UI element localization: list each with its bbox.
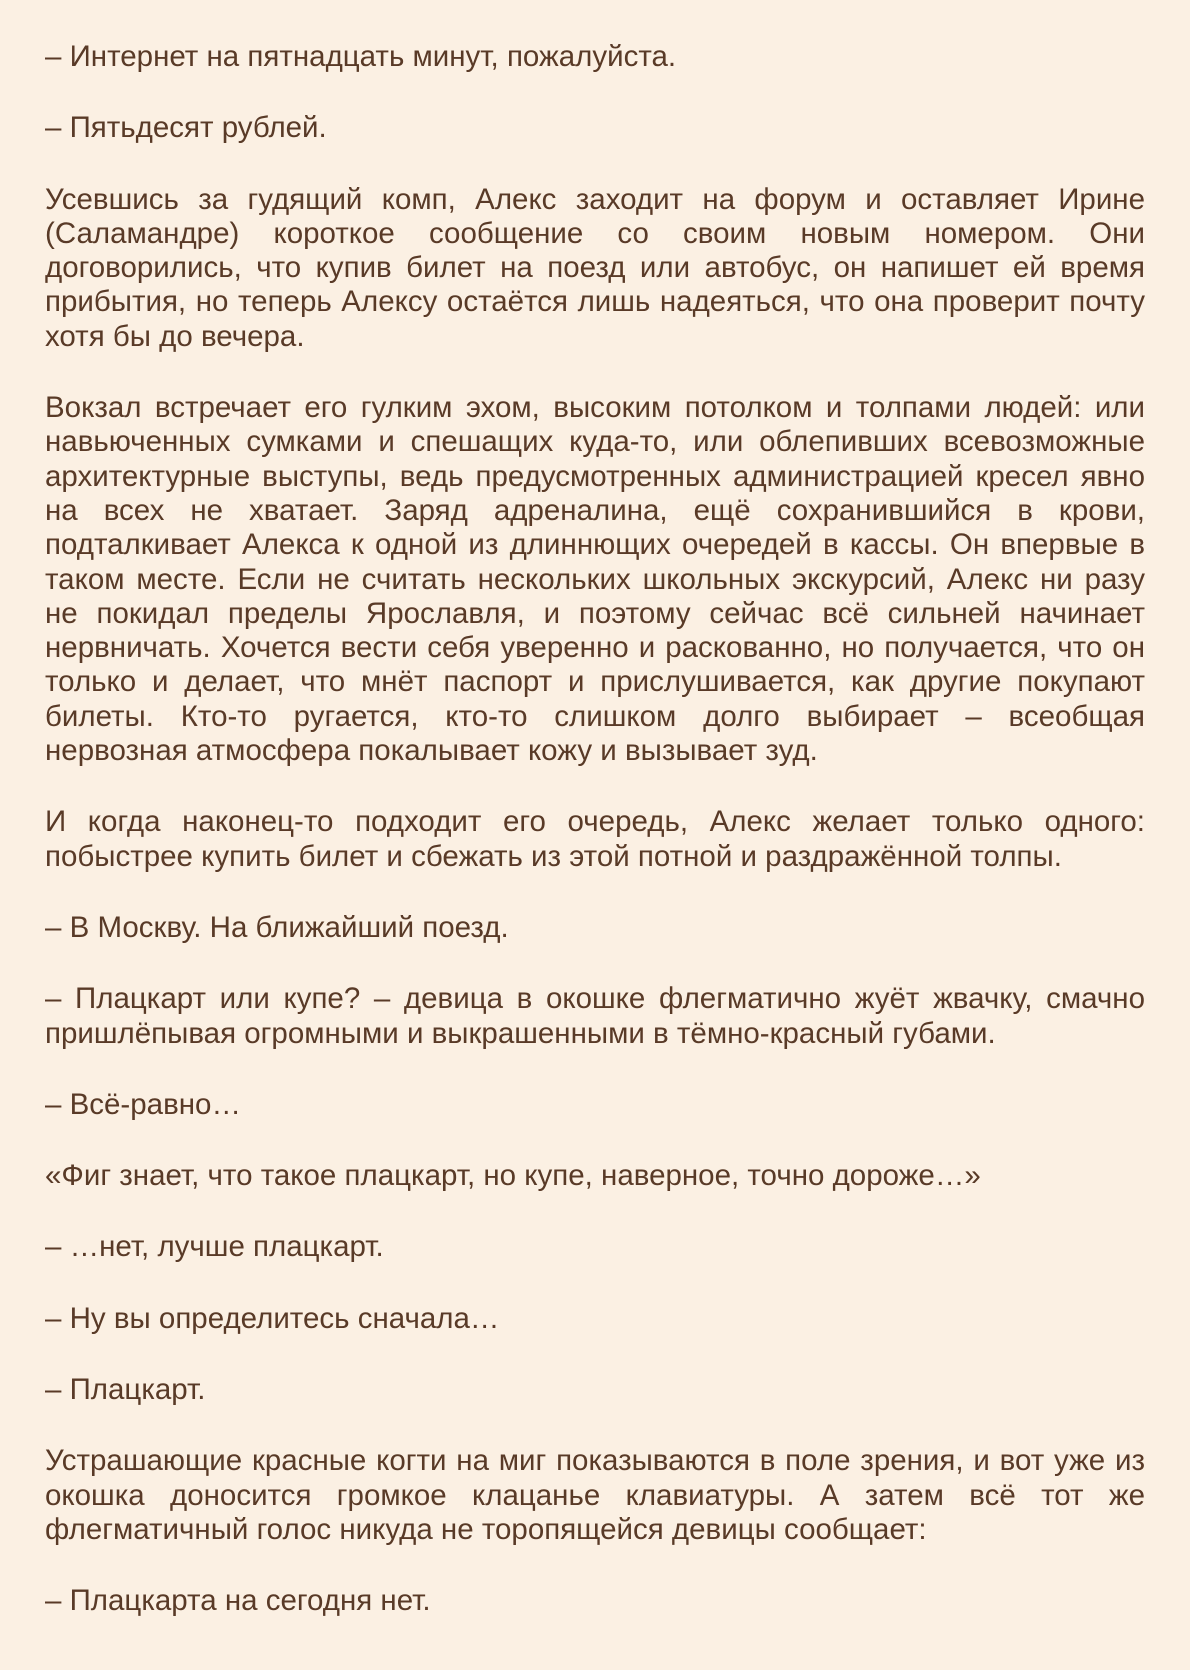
inner-thought: «Фиг знает, что такое плацкарт, но купе, наверное, точно дороже…» — [45, 1159, 981, 1193]
dialogue-line: – Пятьдесят рублей. — [45, 111, 327, 145]
dialogue-line: – Всё-равно… — [45, 1087, 241, 1121]
dialogue-line: – Интернет на пятнадцать минут, пожалуйста. — [45, 40, 677, 73]
dialogue-line: – Плацкарта на сегодня нет. — [45, 1584, 431, 1618]
narrative-paragraph: Вокзал встречает его гулким эхом, высоким потолком и толпами людей: или навьюченных сумками и спешащих куда-то, или облепивших всевозможные архитектурные выступы, ведь предусмотренных администрацией кресел явно на всех не хватает. Заряд адреналина, ещё сохранившийся в крови, подталкивает Алекса к одной из длиннющих очередей в кассы. Он впервые в таком месте. Если не считать нескольких школьных экскурсий, Алекс ни разу не покидал пределы Ярославля, и поэтому сейчас всё сильней начинает нервничать. Хочется вести себя уверенно и раскованно, но получается, что он только и делает, что мнёт паспорт и прислушивается, как другие покупают билеты. Кто-то ругается, кто-то слишком долго выбирает – всеобщая нервозная атмосфера покалывает кожу и вызывает зуд. — [45, 391, 1145, 768]
dialogue-line: – Плацкарт. — [45, 1373, 206, 1407]
dialogue-line: – Плацкарт или купе? – девица в окошке флегматично жуёт жвачку, смачно пришлёпывая огромными и выкрашенными в тёмно-красный губами. — [45, 982, 1145, 1050]
narrative-paragraph: Устрашающие красные когти на миг показываются в поле зрения, и вот уже из окошка доносится громкое клацанье клавиатуры. А затем всё тот же флегматичный голос никуда не торопящейся девицы сообщает: — [45, 1444, 1145, 1546]
dialogue-line: – В Москву. На ближайший поезд. — [45, 910, 509, 944]
narrative-paragraph: И когда наконец-то подходит его очередь, Алекс желает только одного: побыстрее купить билет и сбежать из этой потной и раздражённой толпы. — [45, 805, 1145, 873]
dialogue-line: – …нет, лучше плацкарт. — [45, 1230, 384, 1264]
dialogue-line: – Ну вы определитесь сначала… — [45, 1301, 500, 1335]
narrative-paragraph: Усевшись за гудящий комп, Алекс заходит на форум и оставляет Ирине (Саламандре) короткое сообщение со своим новым номером. Они договорились, что купив билет на поезд или автобус, он напишет ей время прибытия, но теперь Алексу остаётся лишь надеяться, что она проверит почту хотя бы до вечера. — [45, 182, 1145, 353]
